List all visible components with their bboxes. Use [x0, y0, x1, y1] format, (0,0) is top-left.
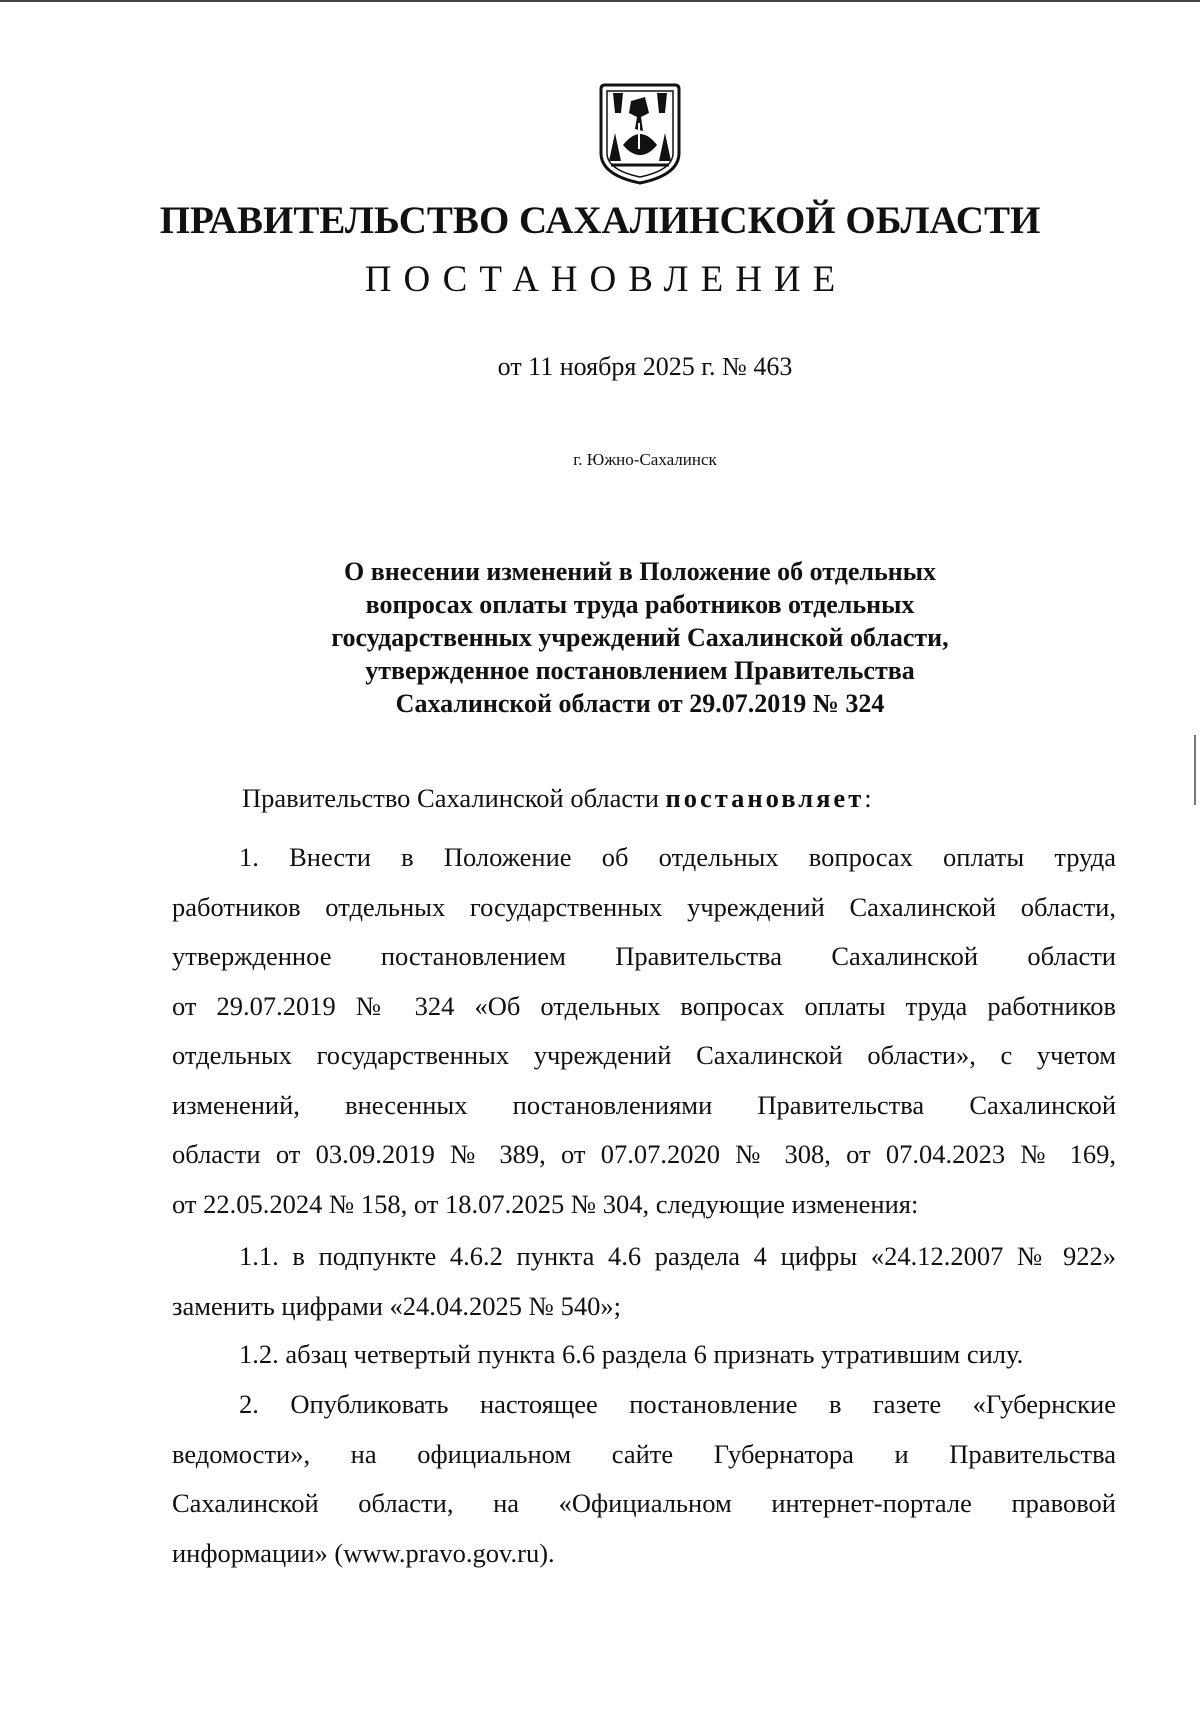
paragraph-line: от 29.07.2019 № 324 «Об отдельных вопросах оплаты труда работников: [172, 990, 1116, 1021]
preamble-suffix: :: [864, 783, 872, 813]
subject-line: вопросах оплаты труда работников отдельных: [365, 590, 915, 619]
paragraph-1-1: [172, 1232, 1116, 1331]
paragraph-line: 1.1. в подпункте 4.6.2 пункта 4.6 раздела 4 цифры «24.12.2007 № 922»: [239, 1241, 1116, 1271]
coat-of-arms-icon: [593, 83, 687, 185]
document-date-number: от 11 ноября 2025 г. № 463: [497, 352, 793, 381]
paragraph-line: информации» (www.pravo.gov.ru).: [172, 1537, 555, 1568]
document-type: ПОСТАНОВЛЕНИЕ: [364, 259, 848, 300]
document-city: г. Южно-Сахалинск: [573, 450, 717, 469]
paragraph-line: 1.2. абзац четвертый пункта 6.6 раздела 6 признать утратившим силу.: [239, 1339, 1024, 1369]
subject-line: утвержденное постановлением Правительства: [365, 656, 915, 685]
paragraph-line: 1. Внести в Положение об отдельных вопросах оплаты труда: [239, 842, 1116, 872]
top-border-rule: [0, 0, 1200, 2]
paragraph-2: [172, 1380, 1116, 1578]
preamble: [242, 783, 872, 814]
paragraph-line: ведомости», на официальном сайте Губернатора и Правительства: [172, 1438, 1116, 1469]
paragraph-1-2: [172, 1330, 1116, 1380]
paragraph-line: изменений, внесенных постановлениями Правительства Сахалинской: [172, 1089, 1116, 1120]
paragraph-line: заменить цифрами «24.04.2025 № 540»;: [172, 1290, 621, 1321]
paragraph-line: отдельных государственных учреждений Сахалинской области», с учетом: [172, 1040, 1116, 1070]
paragraph-line: работников отдельных государственных учреждений Сахалинской области,: [172, 891, 1116, 922]
paragraph-1: [172, 833, 1116, 1229]
paragraph-line: от 22.05.2024 № 158, от 18.07.2025 № 304, следующие изменения:: [172, 1188, 919, 1219]
scan-margin-mark: [1194, 735, 1196, 805]
paragraph-line: Сахалинской области, на «Официальном интернет-портале правовой: [172, 1488, 1116, 1518]
document-subject: [270, 555, 1010, 720]
paragraph-line: утвержденное постановлением Правительства Сахалинской области: [172, 941, 1116, 971]
subject-line: государственных учреждений Сахалинской области,: [331, 623, 949, 652]
preamble-emphasis: постановляет: [665, 783, 865, 813]
paragraph-line: области от 03.09.2019 № 389, от 07.07.2020 № 308, от 07.04.2023 № 169,: [172, 1139, 1116, 1169]
subject-line: О внесении изменений в Положение об отдельных: [343, 557, 937, 586]
preamble-text: Правительство Сахалинской области: [242, 783, 666, 813]
subject-line: Сахалинской области от 29.07.2019 № 324: [395, 689, 885, 718]
paragraph-line: 2. Опубликовать настоящее постановление в газете «Губернские: [239, 1389, 1116, 1419]
organization-title: ПРАВИТЕЛЬСТВО САХАЛИНСКОЙ ОБЛАСТИ: [159, 199, 1041, 242]
